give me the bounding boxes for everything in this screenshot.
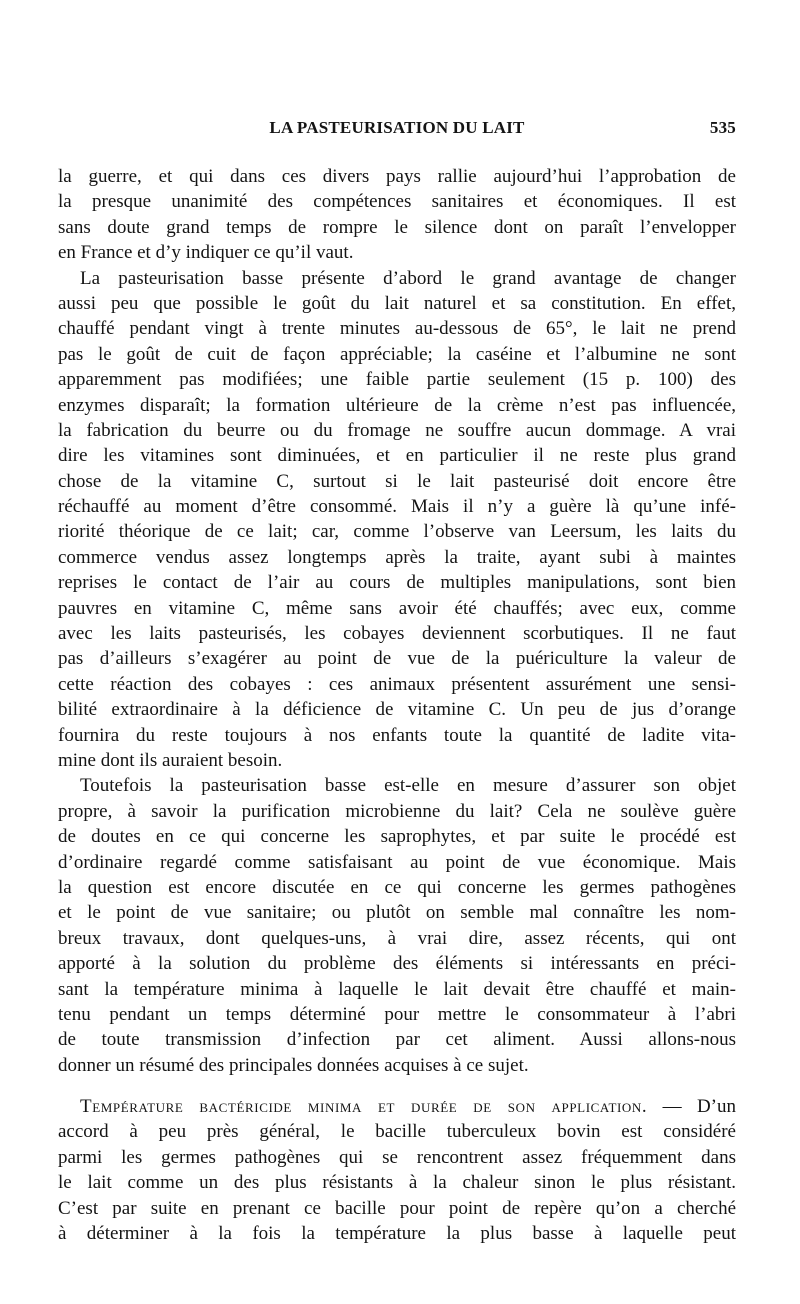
paragraph-2: [58, 266, 736, 774]
text-line: le lait comme un des plus résistants à la chaleur sinon le plus résistant.: [58, 1172, 736, 1194]
text-line: tenu pendant un temps déterminé pour mettre le consommateur à l’abri: [58, 1003, 736, 1025]
text-line: apparemment pas modifiées; une faible partie seulement (15 p. 100) des: [58, 369, 736, 391]
text-line: commerce vendus assez longtemps après la traite, ayant subi à maintes: [58, 546, 736, 568]
text-line: pas le goût de cuit de façon appréciable; la caséine et l’albumine ne sont: [58, 343, 736, 365]
page-number: 535: [709, 118, 736, 137]
text-line: C’est par suite en prenant ce bacille pour point de repère qu’on a cherché: [58, 1197, 736, 1219]
text-line: à déterminer à la fois la température la plus basse à laquelle peut: [58, 1222, 736, 1244]
text-line: donner un résumé des principales données acquises à ce sujet.: [58, 1054, 529, 1076]
text-line: Toutefois la pasteurisation basse est-elle en mesure d’assurer son objet: [80, 775, 736, 797]
text-line: dire les vitamines sont diminuées, et en particulier il ne reste plus grand: [58, 445, 736, 467]
text-line: reprises le contact de l’air au cours de multiples manipulations, sont bien: [58, 572, 736, 594]
running-title: LA PASTEURISATION DU LAIT: [269, 118, 525, 137]
text-line: pauvres en vitamine C, même sans avoir été chauffés; avec eux, comme: [58, 597, 736, 619]
text-line: la question est encore discutée en ce qui concerne les germes pathogènes: [58, 876, 736, 898]
text-line: d’ordinaire regardé comme satisfaisant au point de vue économique. Mais: [58, 851, 736, 873]
text-line: cette réaction des cobayes : ces animaux présentent assurément une sensi-: [58, 673, 736, 695]
text-line: enzymes disparaît; la formation ultérieure de la crème n’est pas influencée,: [58, 394, 736, 416]
text-line: sant la température minima à laquelle le lait devait être chauffé et main-: [58, 978, 736, 1000]
running-header: [58, 118, 736, 144]
em-dash: —: [647, 1096, 697, 1117]
text-line: la guerre, et qui dans ces divers pays rallie aujourd’hui l’approbation de: [58, 166, 736, 187]
text-line: la fabrication du beurre ou du fromage ne souffre aucun dommage. A vrai: [58, 419, 736, 441]
text-line: accord à peu près général, le bacille tuberculeux bovin est considéré: [58, 1121, 736, 1143]
text-line: propre, à savoir la purification microbienne du lait? Cela ne soulève guère: [58, 800, 736, 822]
text-line: pas d’ailleurs s’exagérer au point de vue de la puériculture la valeur de: [58, 648, 736, 670]
text-line: sans doute grand temps de rompre le silence dont on paraît l’envelopper: [58, 216, 736, 238]
text-line: de doutes en ce qui concerne les saprophytes, et par suite le procédé est: [58, 826, 736, 848]
section-first-line: [58, 1094, 736, 1119]
text-line: parmi les germes pathogènes qui se rencontrent assez fréquemment dans: [58, 1146, 736, 1168]
text-line: et le point de vue sanitaire; ou plutôt on semble mal connaître les nom-: [58, 902, 736, 924]
text-line: en France et d’y indiquer ce qu’il vaut.: [58, 242, 354, 264]
text-line: la presque unanimité des compétences sanitaires et économiques. Il est: [58, 191, 736, 213]
text-line: fournira du reste toujours à nos enfants toute la quantité de ladite vita-: [58, 724, 736, 746]
text-line: chauffé pendant vingt à trente minutes au-dessous de 65°, le lait ne prend: [58, 318, 736, 340]
text-line: de toute transmission d’infection par cet aliment. Aussi allons-nous: [58, 1029, 736, 1051]
section-block: [58, 1094, 736, 1246]
text-line: breux travaux, dont quelques-uns, à vrai dire, assez récents, qui ont: [58, 927, 736, 949]
paragraph-3: [58, 773, 736, 1078]
text-line: réchauffé au moment d’être consommé. Mais il n’y a guère là qu’une infé-: [58, 496, 736, 518]
text-line: apporté à la solution du problème des éléments si intéressants en préci-: [58, 953, 736, 975]
text-line: La pasteurisation basse présente d’abord le grand avantage de changer: [80, 267, 736, 289]
text-line: mine dont ils auraient besoin.: [58, 749, 283, 771]
main-text-block: [58, 164, 736, 1078]
section-heading: Température bactéricide minima et durée de son application.: [80, 1096, 648, 1117]
paragraph-1: [58, 164, 736, 266]
text-line: riorité théorique de ce lait; car, comme l’observe van Leersum, les laits du: [58, 521, 736, 543]
section-first-line-text: D’un: [696, 1096, 737, 1117]
text-line: aussi peu que possible le goût du lait naturel et sa constitution. En effet,: [58, 292, 736, 314]
text-line: avec les laits pasteurisés, les cobayes deviennent scorbutiques. Il ne faut: [58, 623, 736, 645]
text-line: bilité extraordinaire à la déficience de vitamine C. Un peu de jus d’orange: [58, 699, 736, 721]
text-line: chose de la vitamine C, surtout si le lait pasteurisé doit encore être: [58, 470, 736, 492]
